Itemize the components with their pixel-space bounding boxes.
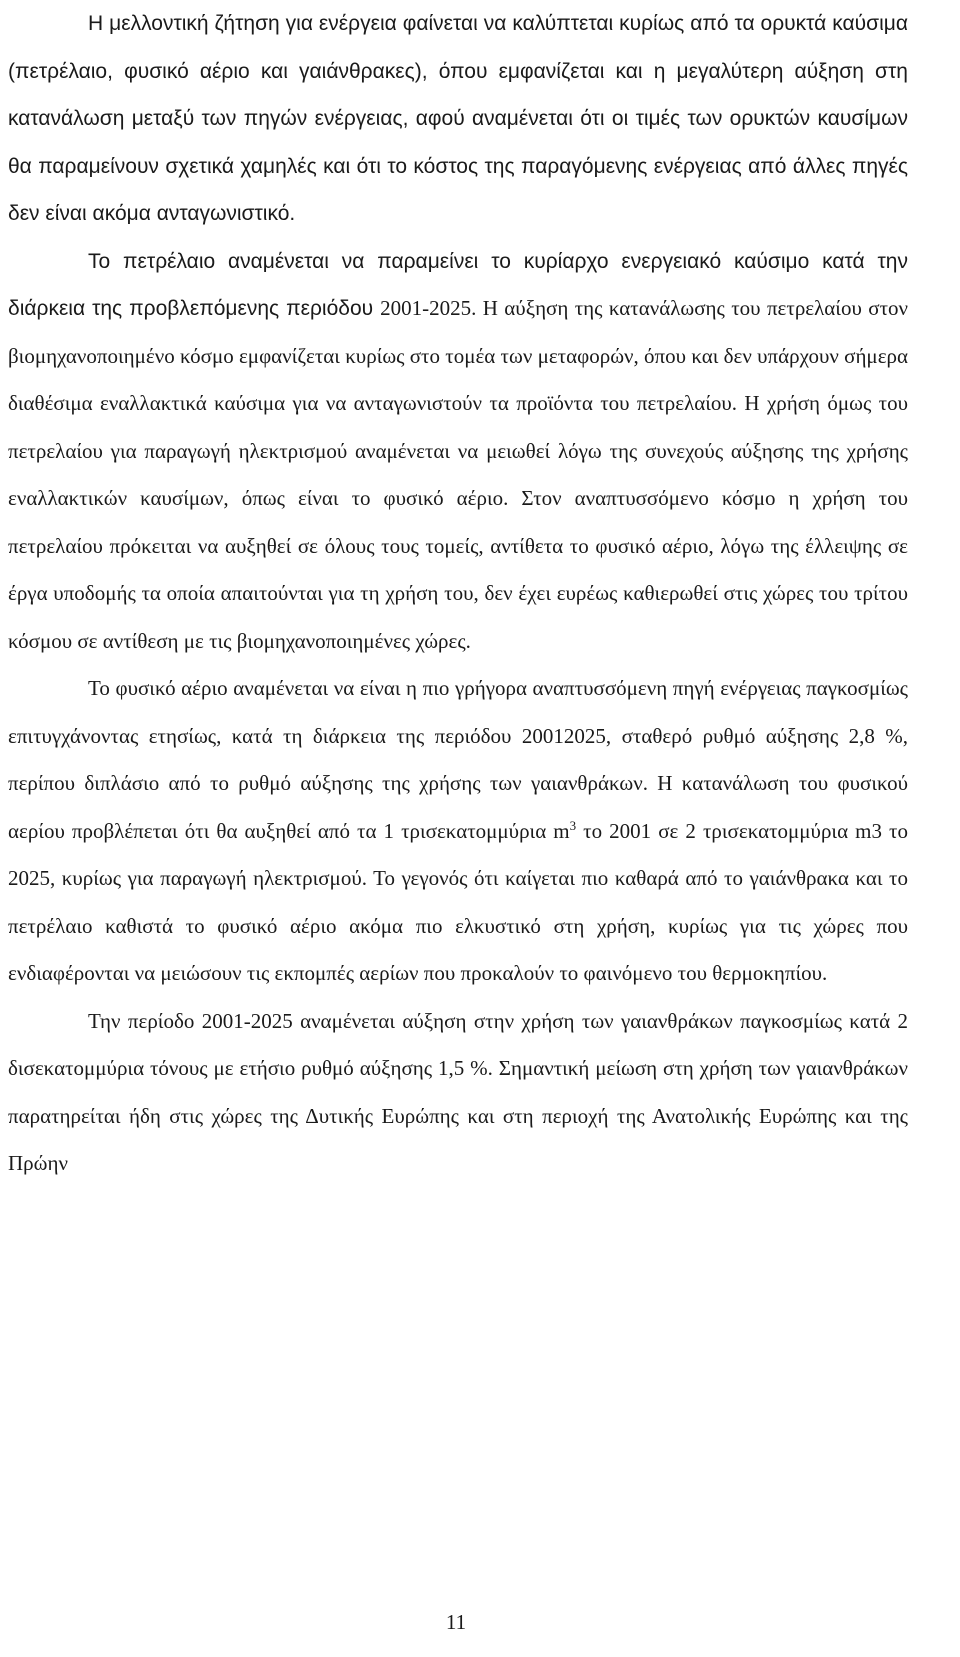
paragraph-3-text-part-1: Το φυσικό αέριο αναμένεται να είναι η πιο γρήγορα αναπτυσσόμενη πηγή ενέργειας παγκοσμίως επιτυγχάνοντας ετησίως, κατά τη διάρκεια της περιόδου 20012025, σταθερό ρυθμό αύξησης 2,8 %, περίπου διπλάσιο από το ρυθμό αύξησης της χρήσης των γαιανθράκων. Η κατανάλωση του φυσικού αερίου προβλέπεται ότι θα αυξηθεί από τα 1 τρισεκατομμύρια m [8,676,908,843]
paragraph-3-text-part-2: το 2001 σε 2 τρισεκατομμύρια m3 το 2025, κυρίως για παραγωγή ηλεκτρισμού. Το γεγονός ότι καίγεται πιο καθαρά από το γαιάνθρακα και το πετρέλαιο καθιστά το φυσικό αέριο ακόμα πιο ελκυστικό στη χρήση, κυρίως για τις χώρες που ενδιαφέρονται να μειώσουν τις εκπομπές αερίων που προκαλούν το φαινόμενο του θερμοκηπίου. [8,818,908,985]
paragraph-2-text-part-3: Στον αναπτυσσόμενο κόσμο η χρήση του πετρελαίου πρόκειται να αυξηθεί σε όλους τους τομείς, αντίθετα το φυσικό αέριο, λόγω της έλλειψης σε έργα υποδομής τα οποία απαιτούνται για τη χρήση του, δεν έχει ευρέως καθιερωθεί στις χώρες του τρίτου κόσμου σε αντίθεση με τις βιομηχανοποιημένες χώρες. [8,486,908,653]
paragraph-2-text-part-1: Το πετρέλαιο αναμένεται να παραμείνει το κυρίαρχο ενεργειακό καύσιμο κατά την διάρκεια της προβλεπόμενης περιόδου [8,249,908,320]
paragraph-1-text: Η μελλοντική ζήτηση για ενέργεια φαίνεται να καλύπτεται κυρίως από τα ορυκτά καύσιμα (πετρέλαιο, φυσικό αέριο και γαιάνθρακες), όπου εμφανίζεται και η μεγαλύτερη αύξηση στη κατανάλωση μεταξύ των πηγών ενέργειας, αφού αναμένεται ότι οι τιμές των ορυκτών καυσίμων θα παραμείνουν σχετικά χαμηλές και ότι το κόστος της παραγόμενης ενέργειας από άλλες πηγές δεν είναι ακόμα ανταγωνιστικό. [8,12,908,225]
paragraph-4-text: Την περίοδο 2001-2025 αναμένεται αύξηση στην χρήση των γαιανθράκων παγκοσμίως κατά 2 δισεκατομμύρια τόνους με ετήσιο ρυθμό αύξησης 1,5 %. Σημαντική μείωση στη χρήση των γαιανθράκων παρατηρείται ήδη στις χώρες της Δυτικής Ευρώπης και στη περιοχή της Ανατολικής Ευρώπης και της Πρώην [8,1008,908,1175]
paragraph-4 [8,998,908,1188]
paragraph-1 [8,0,908,238]
paragraph-2 [8,238,908,666]
paragraph-2-text-part-2: 2001-2025. Η αύξηση της κατανάλωσης του πετρελαίου στον βιομηχανοποιημένο κόσμο εμφανίζεται κυρίως στο τομέα των μεταφορών, όπου και δεν υπάρχουν σήμερα διαθέσιμα εναλλακτικά καύσιμα για να ανταγωνιστούν τα προϊόντα του πετρελαίου. Η χρήση όμως του πετρελαίου για παραγωγή ηλεκτρισμού αναμένεται να μειωθεί λόγω της συνεχούς αύξησης της χρήσης εναλλακτικών καυσίμων, όπως είναι το φυσικό αέριο. [8,296,908,510]
document-page [8,0,908,1188]
page-number: 11 [445,1610,467,1634]
superscript-3: 3 [569,817,577,833]
paragraph-3 [8,665,908,998]
